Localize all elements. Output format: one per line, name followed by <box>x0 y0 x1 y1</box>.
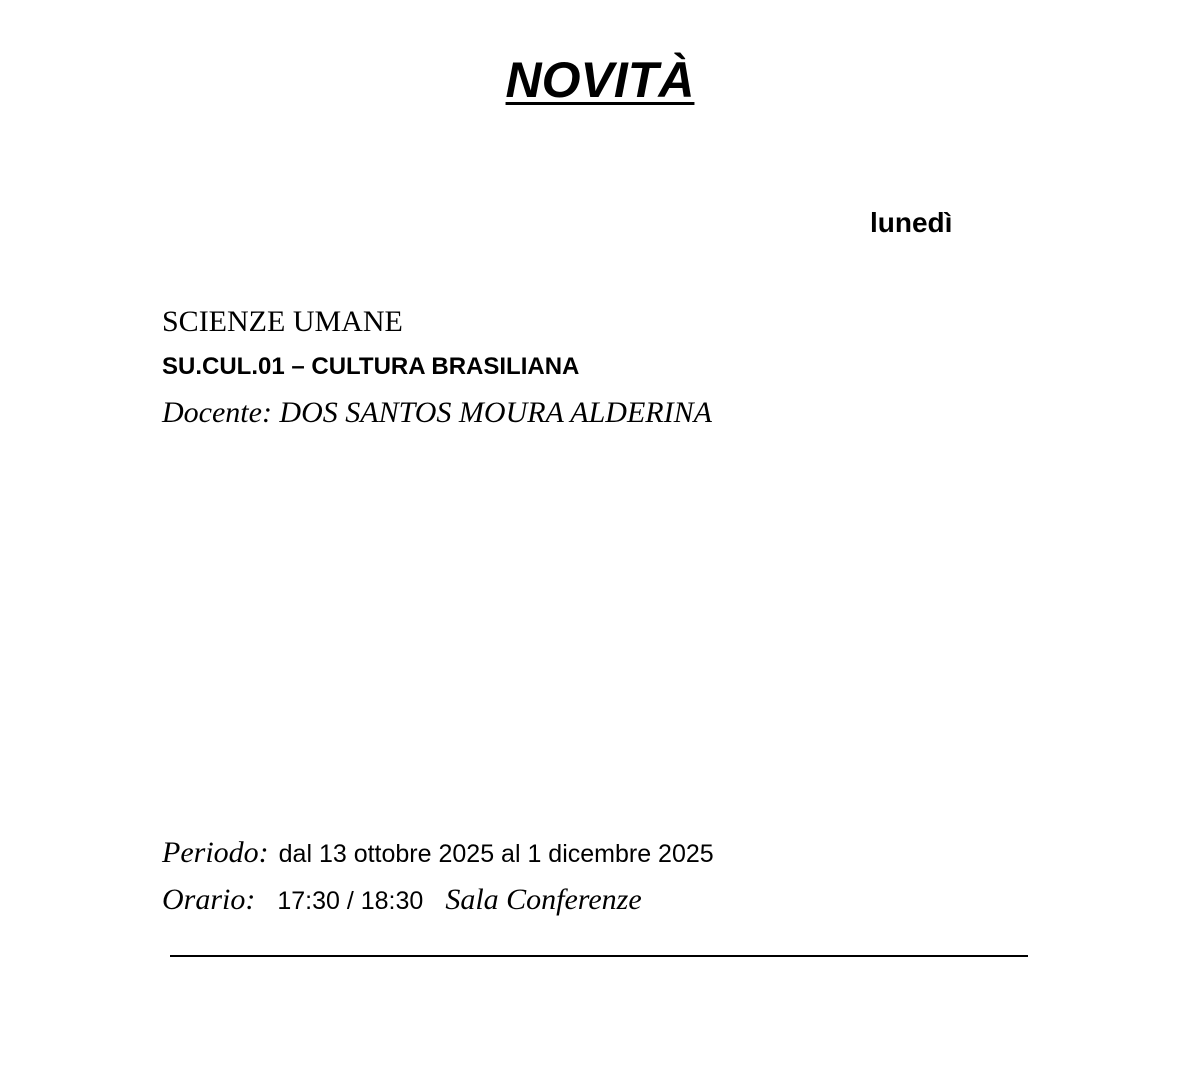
period-value: dal 13 ottobre 2025 al 1 dicembre 2025 <box>278 840 714 868</box>
schedule-room: Sala Conferenze <box>445 883 642 916</box>
period-label: Periodo: <box>162 836 269 869</box>
schedule-row <box>162 882 642 919</box>
divider-line <box>170 955 1028 957</box>
course-title: SU.CUL.01 – CULTURA BRASILIANA <box>162 353 580 380</box>
schedule-label: Orario: <box>162 883 256 916</box>
period-row <box>162 835 714 872</box>
department-name: SCIENZE UMANE <box>162 305 403 338</box>
schedule-time: 17:30 / 18:30 <box>277 887 424 915</box>
day-label: lunedì <box>870 207 953 238</box>
teacher-name: Docente: DOS SANTOS MOURA ALDERINA <box>162 396 712 429</box>
page-title: NOVITÀ <box>505 52 695 108</box>
